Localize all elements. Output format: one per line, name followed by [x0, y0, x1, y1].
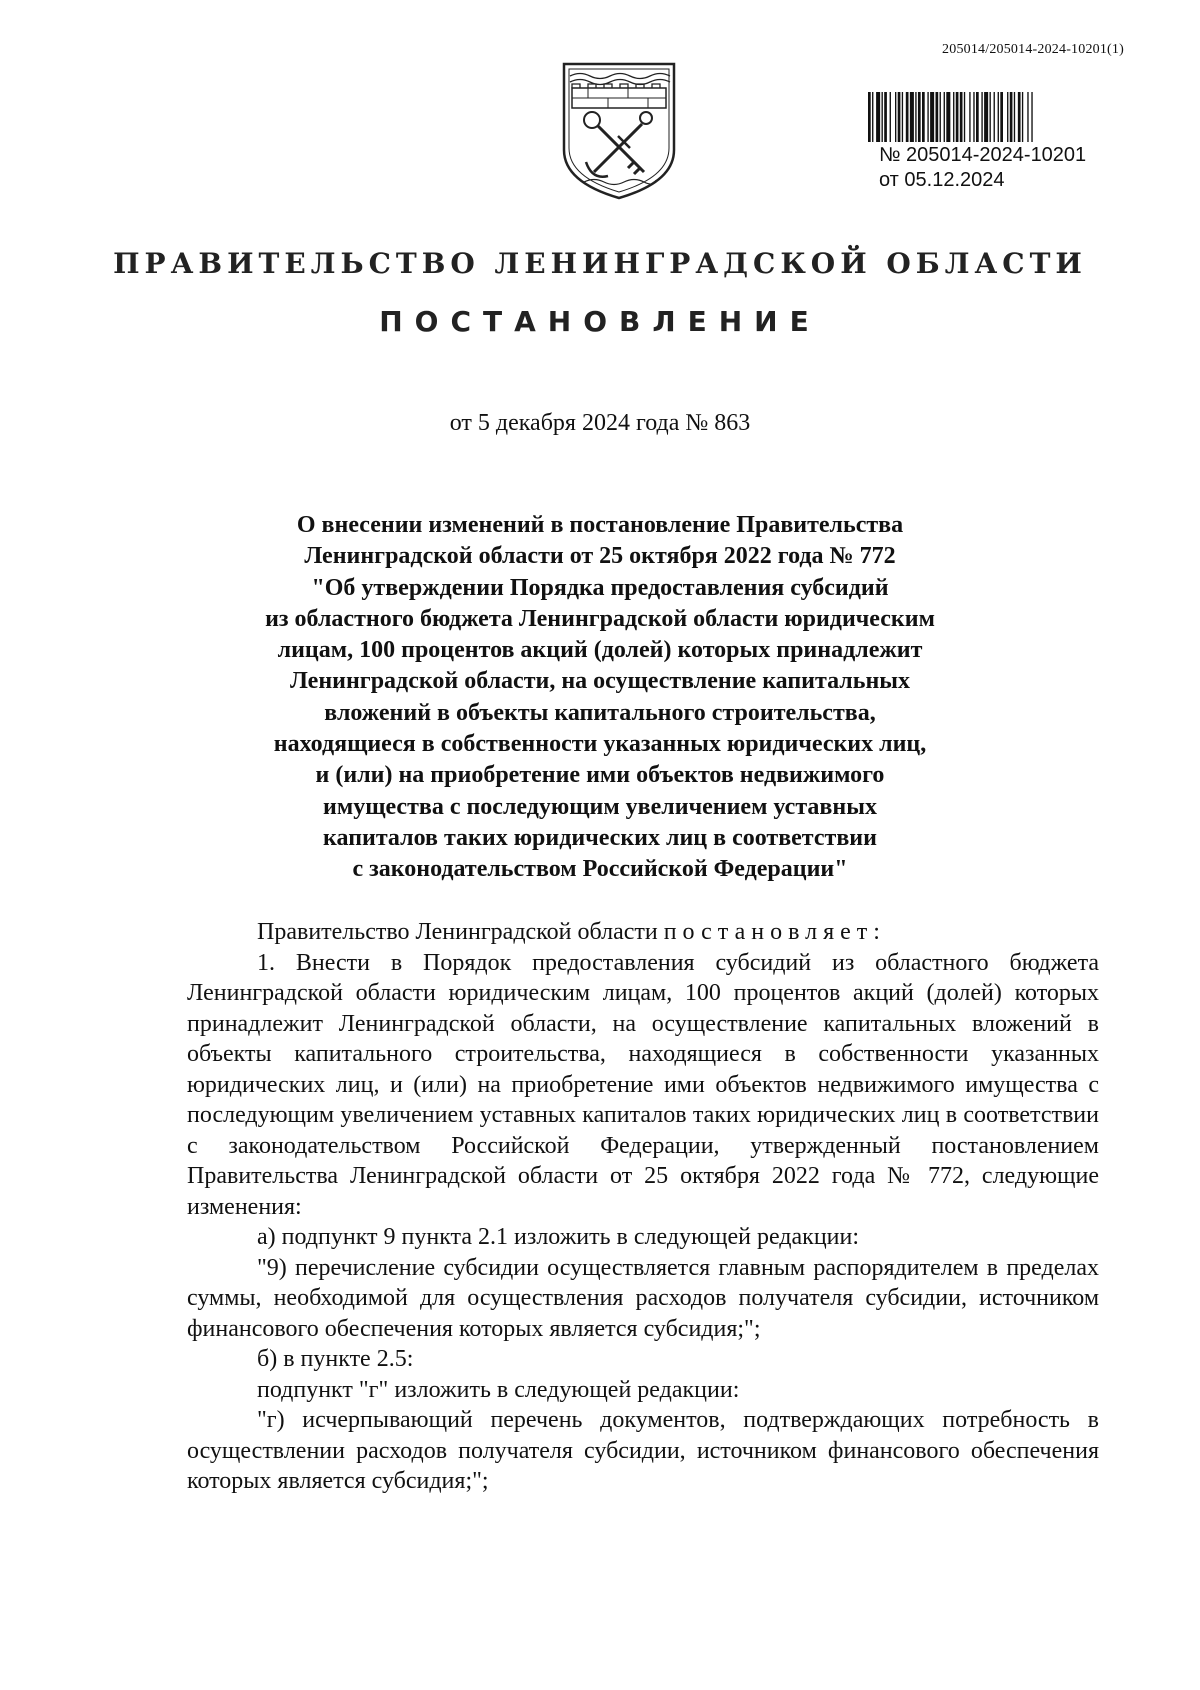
registration-stamp — [879, 143, 1086, 193]
preamble — [187, 917, 1099, 948]
document-subject — [150, 510, 1050, 886]
subject-line: О внесении изменений в постановление Правительства — [296, 512, 904, 538]
preamble-text: Правительство Ленинградской области — [257, 919, 664, 945]
subject-line: капиталов таких юридических лиц в соответствии — [323, 824, 877, 851]
leningrad-oblast-coat-of-arms-icon — [558, 58, 680, 202]
subject-line: имущества с последующим увеличением уставных — [323, 793, 877, 820]
registration-number: № 205014-2024-10201 — [879, 144, 1087, 166]
paragraph-item-b: б) в пункте 2.5: — [257, 1346, 414, 1372]
subject-line: лицам, 100 процентов акций (долей) которых принадлежит — [277, 637, 923, 664]
paragraph-item-b-sub: подпункт "г" изложить в следующей редакции: — [257, 1376, 740, 1403]
document-id: 205014/205014-2024-10201(1) — [942, 42, 1124, 57]
document-body — [187, 917, 1099, 1497]
preamble-verb: постановляет: — [663, 919, 886, 945]
barcode-icon — [868, 92, 1122, 142]
subject-line: "Об утверждении Порядка предоставления субсидий — [311, 574, 889, 601]
subject-line: и (или) на приобретение ими объектов недвижимого — [315, 762, 885, 789]
subject-line: Ленинградской области от 25 октября 2022 года № 772 — [304, 543, 896, 570]
subject-line: из областного бюджета Ленинградской области юридическим — [265, 605, 935, 632]
subject-line: находящиеся в собственности указанных юридических лиц, — [273, 731, 927, 758]
document-type: ПОСТАНОВЛЕНИЕ — [379, 305, 821, 338]
subject-line: вложений в объекты капитального строительства, — [324, 699, 876, 726]
paragraph-item-a-text: "9) перечисление субсидии осуществляется главным распорядителем в пределах суммы, необходимой для осуществления расходов получателя субсидии, источником финансового обеспечения которых является субсидия;"; — [187, 1254, 1099, 1342]
document-date-number: от 5 декабря 2024 года № 863 — [449, 410, 751, 436]
subject-line: Ленинградской области, на осуществление капитальных — [289, 668, 911, 695]
subject-line: с законодательством Российской Федерации" — [352, 856, 848, 883]
registration-date: от 05.12.2024 — [879, 169, 1005, 191]
paragraph-item-b-text: "г) исчерпывающий перечень документов, подтверждающих потребность в осуществлении расходов получателя субсидии, источником финансового обеспечения которых является субсидия;"; — [187, 1407, 1099, 1494]
organization-title: ПРАВИТЕЛЬСТВО ЛЕНИНГРАДСКОЙ ОБЛАСТИ — [113, 247, 1087, 280]
paragraph-item-1: 1. Внести в Порядок предоставления субсидий из областного бюджета Ленинградской области юридическим лицам, 100 процентов акций (долей) которых принадлежит Ленинградской области, на осуществление капитальных вложений в объекты капитального строительства, находящиеся в собственности указанных юридических лиц, и (или) на приобретение ими объектов недвижимого имущества с последующим увеличением уставных капиталов таких юридических лиц в соответствии с законодательством Российской Федерации, утвержденный постановлением Правительства Ленинградской области от 25 октября 2022 года № 772, следующие изменения: — [187, 949, 1099, 1220]
paragraph-item-a: а) подпункт 9 пункта 2.1 изложить в следующей редакции: — [257, 1224, 860, 1250]
